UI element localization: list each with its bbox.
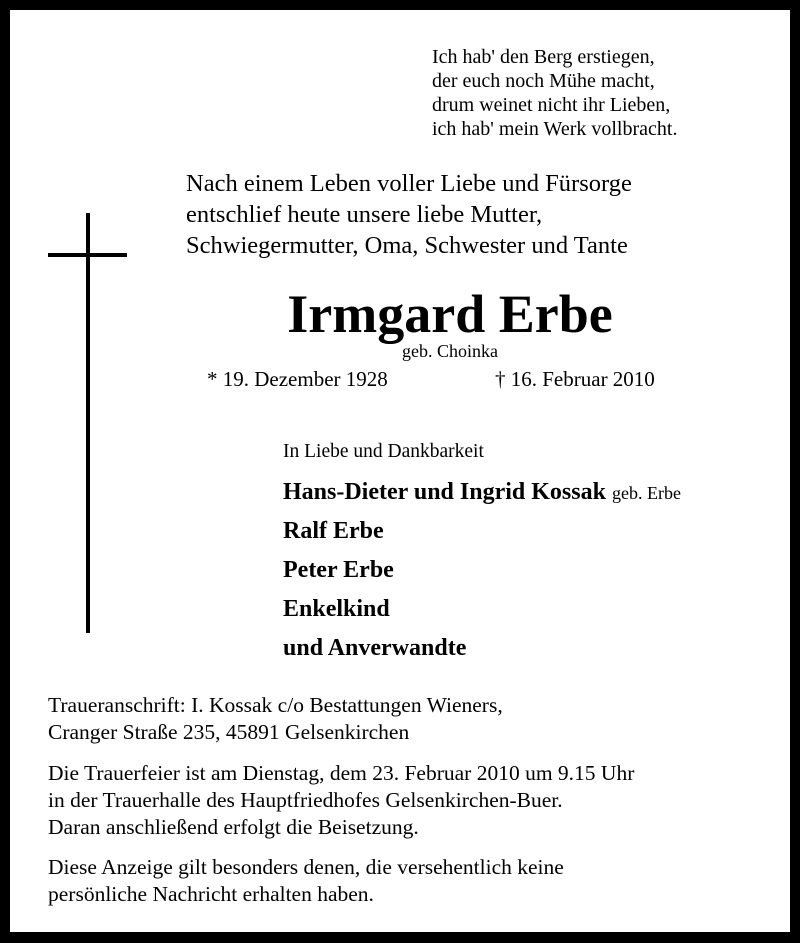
intro-line: Nach einem Leben voller Liebe und Fürsorge xyxy=(186,170,632,197)
service-line: Daran anschließend erfolgt die Beisetzung. xyxy=(48,815,419,839)
birth-date: * 19. Dezember 1928 xyxy=(207,367,388,391)
address-line: Traueranschrift: I. Kossak c/o Bestattungen Wieners, xyxy=(48,693,503,717)
thanks-line: In Liebe und Dankbarkeit xyxy=(283,441,484,462)
family-member: Ralf Erbe xyxy=(283,518,384,544)
death-date: † 16. Februar 2010 xyxy=(495,367,655,391)
family-member: und Anverwandte xyxy=(283,635,467,661)
service-line: in der Trauerhalle des Hauptfriedhofes Gelsenkirchen-Buer. xyxy=(48,788,563,812)
cross-icon-bar xyxy=(48,253,127,257)
service-line: Die Trauerfeier ist am Dienstag, dem 23. Februar 2010 um 9.15 Uhr xyxy=(48,761,635,785)
family-member: Peter Erbe xyxy=(283,557,394,583)
family-member: Enkelkind xyxy=(283,596,390,622)
intro-line: Schwiegermutter, Oma, Schwester und Tante xyxy=(186,232,628,259)
intro-line: entschlief heute unsere liebe Mutter, xyxy=(186,201,543,228)
maiden-name: geb. Choinka xyxy=(402,341,498,361)
notice-line: persönliche Nachricht erhalten haben. xyxy=(48,882,374,906)
poem-line: der euch noch Mühe macht, xyxy=(432,70,655,92)
poem-line: drum weinet nicht ihr Lieben, xyxy=(432,94,671,116)
address-line: Cranger Straße 235, 45891 Gelsenkirchen xyxy=(48,720,410,744)
family-member xyxy=(283,480,681,504)
deceased-name: Irmgard Erbe xyxy=(287,284,613,344)
family-member-note: geb. Erbe xyxy=(611,483,681,503)
cross-icon xyxy=(86,213,90,633)
poem-line: ich hab' mein Werk vollbracht. xyxy=(432,118,678,140)
poem-line: Ich hab' den Berg erstiegen, xyxy=(432,46,655,68)
notice-line: Diese Anzeige gilt besonders denen, die versehentlich keine xyxy=(48,855,564,879)
obituary-card xyxy=(10,10,790,932)
family-member-name: Hans-Dieter und Ingrid Kossak xyxy=(283,479,606,505)
